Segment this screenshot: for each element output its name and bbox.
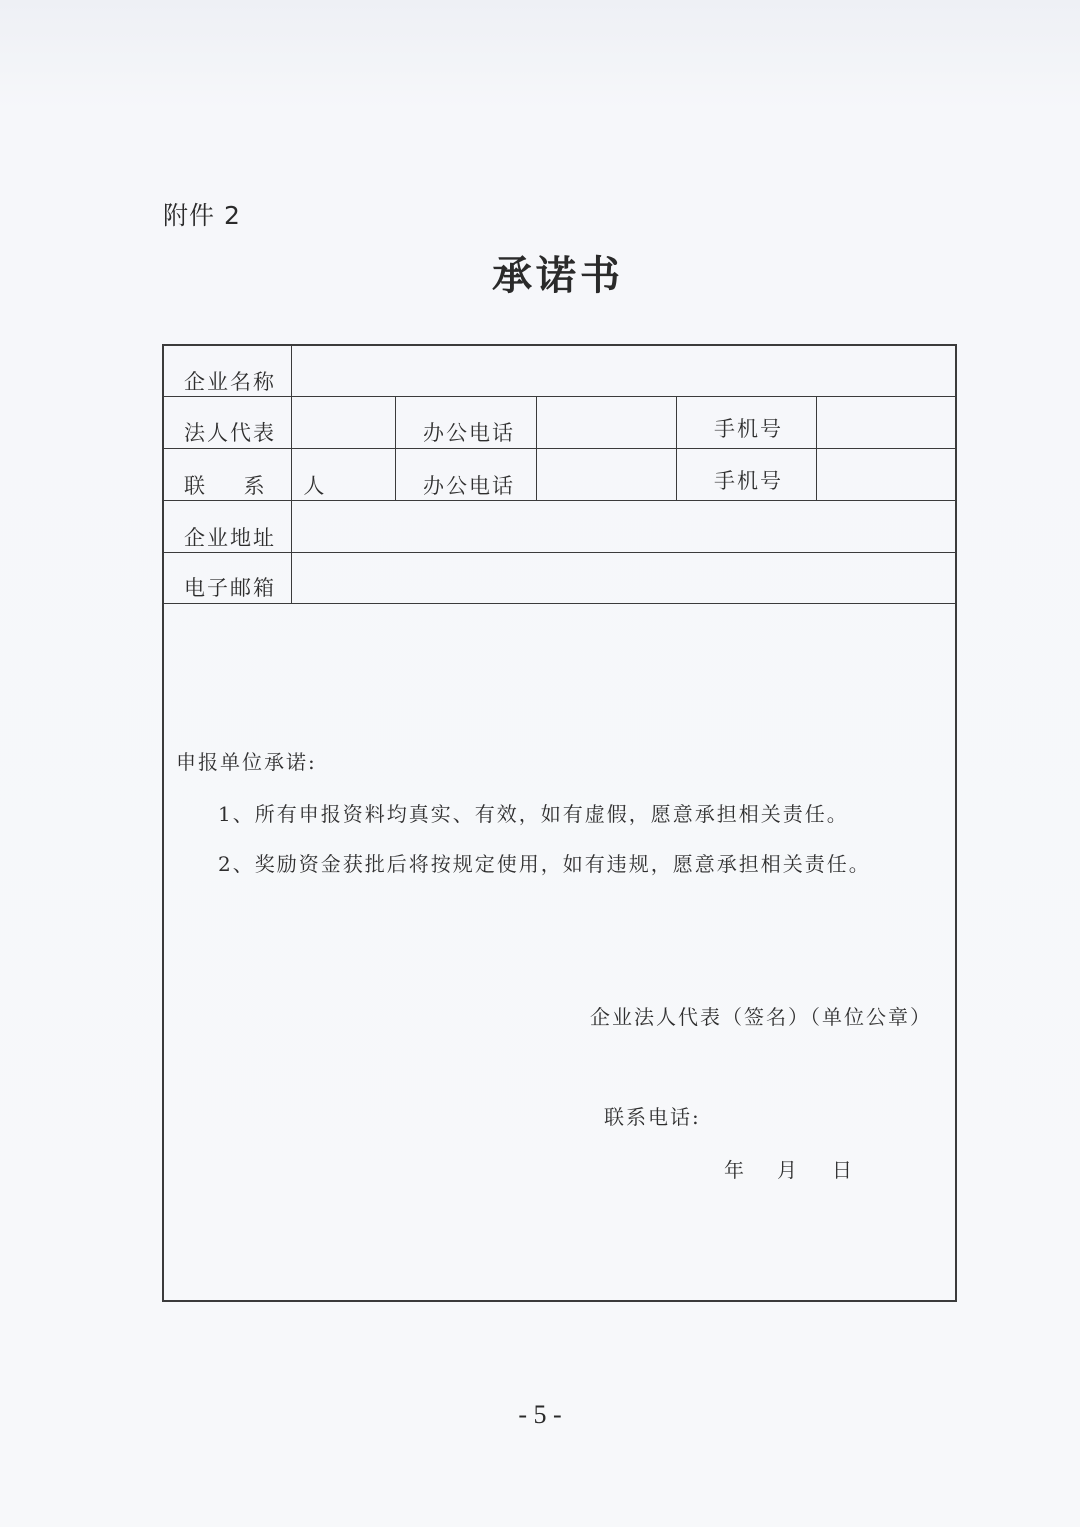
commitment-form-table (162, 344, 957, 1302)
signature-line: 企业法人代表（签名）（单位公章） (590, 1005, 932, 1029)
document-title: 承诺书 (492, 252, 624, 299)
attachment-label: 附件 2 (163, 201, 241, 230)
contact-phone-line: 联系电话: (604, 1105, 701, 1129)
date-day: 日 (832, 1158, 852, 1182)
contact-label: 联 系 人 (184, 474, 341, 498)
commitment-item: 2、奖励资金获批后将按规定使用，如有违规，愿意承担相关责任。 (218, 852, 871, 876)
contact-office-phone-label: 办公电话 (423, 474, 515, 498)
legal-rep-office-phone-label: 办公电话 (423, 421, 515, 445)
row-divider (164, 603, 955, 604)
date-month: 月 (777, 1158, 797, 1182)
address-label: 企业地址 (184, 526, 276, 550)
email-label: 电子邮箱 (184, 576, 276, 600)
row-divider (164, 500, 955, 501)
contact-mobile-label: 手机号 (714, 469, 783, 493)
column-divider (395, 396, 396, 500)
commitment-item: 1、所有申报资料均真实、有效，如有虚假，愿意承担相关责任。 (218, 802, 849, 826)
row-divider (164, 448, 955, 449)
company-name-label: 企业名称 (184, 370, 276, 394)
column-divider (536, 396, 537, 500)
legal-rep-label: 法人代表 (184, 421, 276, 445)
row-divider (164, 396, 955, 397)
page-number: - 5 - (518, 1400, 562, 1429)
row-divider (164, 552, 955, 553)
date-year: 年 (724, 1158, 744, 1182)
legal-rep-mobile-label: 手机号 (714, 417, 783, 441)
column-divider (816, 396, 817, 500)
commitment-heading: 申报单位承诺: (176, 750, 317, 774)
column-divider (676, 396, 677, 500)
